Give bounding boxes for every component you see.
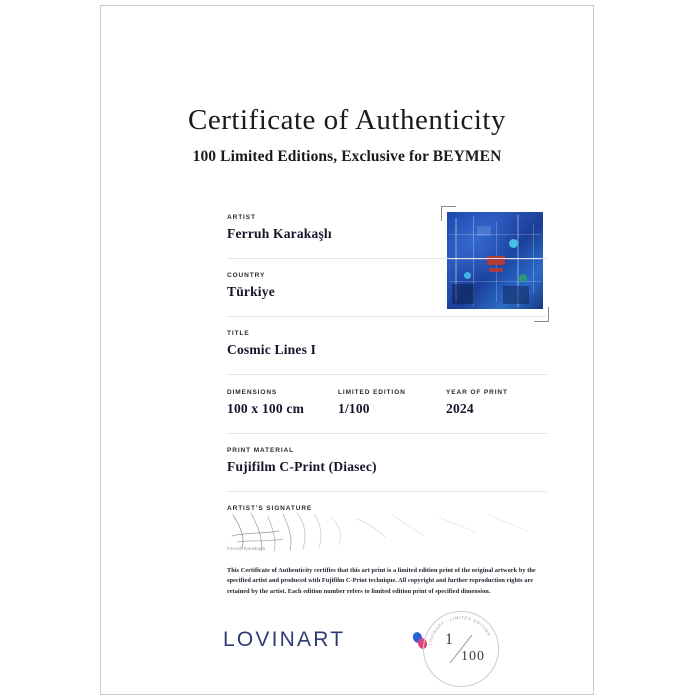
field-label-year-of-print: YEAR OF PRINT	[446, 389, 508, 396]
field-label-title: TITLE	[227, 330, 250, 337]
field-value-country: Türkiye	[227, 284, 275, 299]
field-value-artist: Ferruh Karakaşlı	[227, 226, 332, 241]
stamp-numerator: 1	[445, 631, 454, 648]
field-label-dimensions: DIMENSIONS	[227, 389, 278, 396]
field-value-title: Cosmic Lines I	[227, 342, 317, 357]
field-value-print-material: Fujifilm C-Print (Diasec)	[227, 459, 377, 474]
page-title: Certificate of Authenticity	[188, 104, 506, 136]
signature-caption: Ferruh Karakaşlı	[227, 546, 266, 551]
field-value-dimensions: 100 x 100 cm	[227, 401, 305, 416]
fine-print-text: This Certificate of Authenticity certifies that this art print is a limited edition print of the original artwork by the specified artist and produced with Fujifilm C-Print technique. All copyright and further reproduction rights are retained by the artist. Each edition number refers to limited edition print of specified dimension.	[227, 567, 536, 595]
field-label-artist-signature: ARTIST'S SIGNATURE	[227, 505, 313, 512]
divider-country	[227, 316, 547, 317]
edition-stamp	[423, 611, 499, 687]
divider-title	[227, 374, 547, 375]
artwork-image	[447, 212, 543, 309]
field-label-country: COUNTRY	[227, 272, 266, 279]
signature-strokes-icon	[227, 511, 547, 553]
artist-signature-image	[227, 511, 547, 553]
svg-text:LOVINART · LIMITED EDITION ·: LOVINART · LIMITED EDITION ·	[427, 614, 494, 646]
stamp-edition-number	[423, 611, 499, 687]
certificate-inner	[101, 6, 593, 694]
divider-artist	[227, 258, 547, 259]
field-label-artist: ARTIST	[227, 214, 256, 221]
field-value-limited-edition: 1/100	[338, 401, 370, 416]
field-label-limited-edition: LIMITED EDITION	[338, 389, 406, 396]
page-subtitle: 100 Limited Editions, Exclusive for BEYMEN	[192, 148, 502, 165]
artwork-thumbnail	[441, 206, 549, 322]
crop-mark-bottom-right-icon	[534, 307, 549, 322]
field-label-print-material: PRINT MATERIAL	[227, 447, 295, 454]
divider-print-material	[227, 491, 547, 492]
stamp-denominator: 100	[461, 649, 485, 664]
divider-dimensions	[227, 433, 547, 434]
brand-logo-text: LOVINART	[223, 628, 346, 651]
field-value-year-of-print: 2024	[446, 401, 474, 416]
certificate-document	[100, 5, 594, 695]
